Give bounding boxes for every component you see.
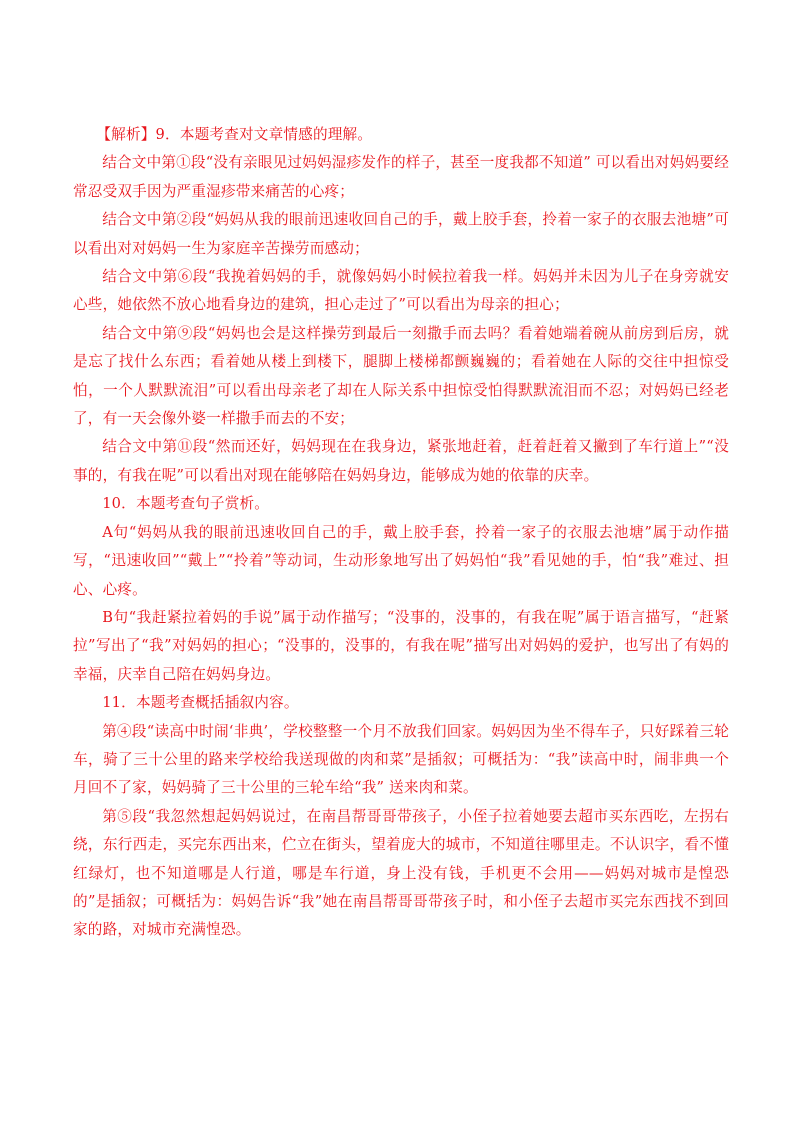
- paragraph: 结合文中第⑥段“我挽着妈妈的手，就像妈妈小时候拉着我一样。妈妈并未因为儿子在身旁就安心些，她依然不放心地看身边的建筑，担心走过了”可以看出为母亲的担心；: [73, 268, 729, 314]
- paragraph: A句“妈妈从我的眼前迅速收回自己的手，戴上胶手套，拎着一家子的衣服去池塘”属于动作描写，“迅速收回”“戴上”“拎着”等动词，生动形象地写出了妈妈怕“我”看见她的手，怕“我”难过、担心、心疼。: [73, 523, 729, 598]
- paragraph: 结合文中第①段“没有亲眼见过妈妈湿疹发作的样子，甚至一度我都不知道” 可以看出对妈妈要经常忍受双手因为严重湿疹带来痛苦的心疼；: [73, 154, 729, 200]
- analysis-heading-q9: 【解析】9．本题考查对文章情感的理解。: [96, 126, 373, 143]
- question-11-heading: 11．本题考查概括插叙内容。: [102, 694, 299, 712]
- paragraph: 第④段“读高中时闹‘非典’，学校整整一个月不放我们回家。妈妈因为坐不得车子，只好踩着三轮车，骑了三十公里的路来学校给我送现做的肉和菜”是插叙；可概括为：“我”读高中时，闹非典一个月回不了家，妈妈骑了三十公里的三轮车给“我” 送来肉和菜。: [73, 722, 729, 797]
- paragraph: 结合文中第⑨段“妈妈也会是这样操劳到最后一刻撒手而去吗？看着她端着碗从前房到后房，就是忘了找什么东西；看着她从楼上到楼下，腿脚上楼梯都颤巍巍的；看着她在人际的交往中担惊受怕，一个人默默流泪”可以看出母亲老了却在人际关系中担惊受怕得默默流泪而不忍；对妈妈已经老了，有一天会像外婆一样撒手而去的不安；: [73, 324, 729, 428]
- paragraph: 结合文中第⑪段“然而还好，妈妈现在在我身边，紧张地赶着，赶着赶着又撇到了车行道上”“没事的，有我在呢”可以看出对现在能够陪在妈妈身边，能够成为她的依靠的庆幸。: [73, 438, 729, 484]
- answer-analysis-text: [73, 121, 729, 945]
- paragraph: 结合文中第②段“妈妈从我的眼前迅速收回自己的手，戴上胶手套，拎着一家子的衣服去池塘”可以看出对对妈妈一生为家庭辛苦操劳而感动；: [73, 211, 729, 257]
- paragraph: 第⑤段“我忽然想起妈妈说过，在南昌帮哥哥带孩子，小侄子拉着她要去超市买东西吃，左拐右绕，东行西走，买完东西出来，伫立在街头，望着庞大的城市，不知道往哪里走。不认识字，看不懂红绿灯，也不知道哪是人行道，哪是车行道，身上没有钱，手机更不会用——妈妈对城市是惶恐的”是插叙；可概括为：妈妈告诉“我”她在南昌帮哥哥带孩子时，和小侄子去超市买完东西找不到回家的路，对城市充满惶恐。: [73, 807, 729, 939]
- question-10-heading: 10．本题考查句子赏析。: [102, 495, 270, 513]
- paragraph: B句“我赶紧拉着妈的手说”属于动作描写；“没事的，没事的，有我在呢”属于语言描写，“赶紧拉”写出了“我”对妈妈的担心；“没事的，没事的，有我在呢”描写出对妈妈的爱护，也写出了有妈的幸福，庆幸自己陪在妈妈身边。: [73, 608, 729, 683]
